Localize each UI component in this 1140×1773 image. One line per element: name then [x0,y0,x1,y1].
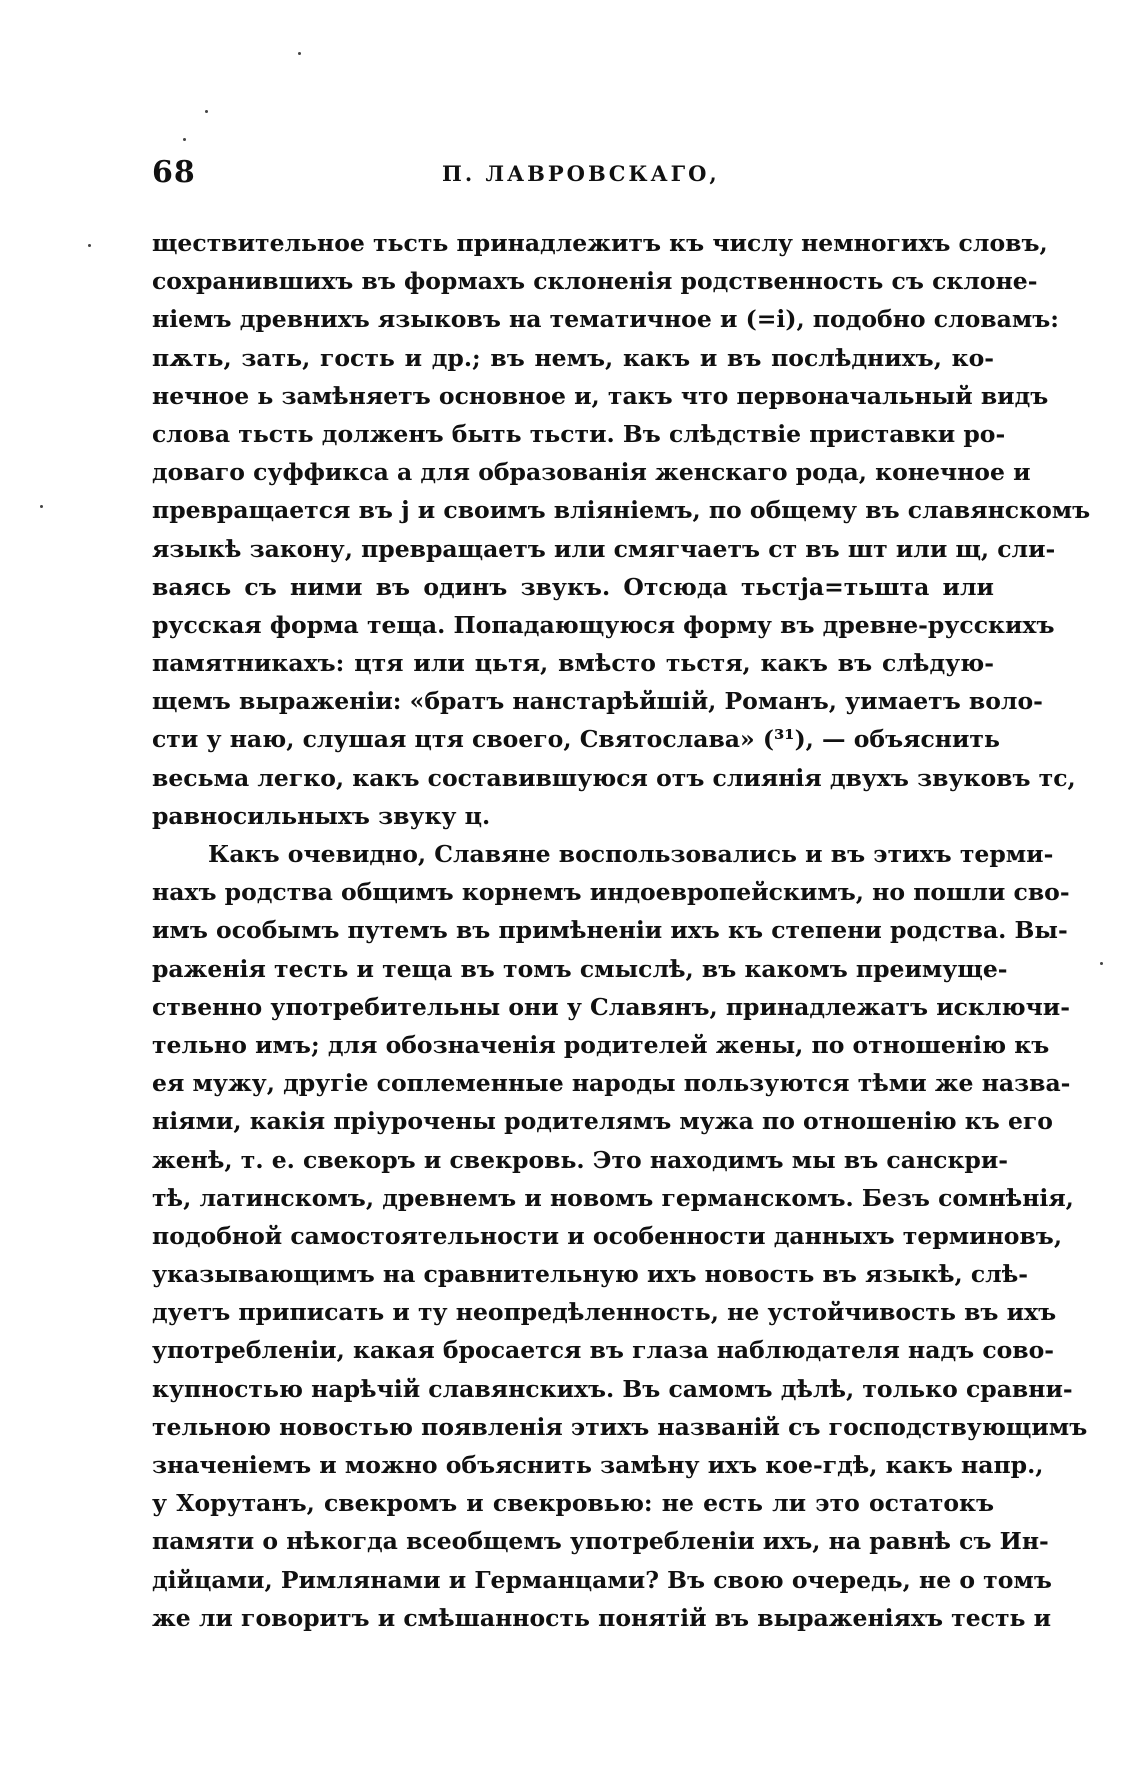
text-line: доваго суффикса а для образованія женскаго рода, конечное и [152,458,1031,487]
text-line: ея мужу, другіе соплеменные народы пользуются тѣми же назва- [152,1069,1071,1098]
text-line: имъ особымъ путемъ въ примѣненіи ихъ къ степени родства. Вы- [152,916,1068,945]
text-line: слова тьсть долженъ быть тьсти. Въ слѣдствіе приставки ро- [152,419,1006,448]
text-line: нечное ь замѣняетъ основное и, такъ что первоначальный видъ [152,381,1049,410]
text-line: превращается въ j и своимъ вліяніемъ, по общему въ славянскомъ [152,496,1091,525]
text-line: Какъ очевидно, Славяне воспользовались и въ этихъ терми- [208,840,1054,868]
text-line: ніемъ древнихъ языковъ на тематичное и (=i), подобно словамъ: [152,305,1059,334]
text-line: сохранившихъ въ формахъ склоненія родственность съ склоне- [152,267,1038,296]
page-number: 68 [152,155,196,190]
text-line: же ли говоритъ и смѣшанность понятій въ выраженіяхъ тесть и [152,1603,1052,1632]
text-line: купностью нарѣчій славянскихъ. Въ самомъ дѣлѣ, только сравни- [152,1374,1073,1403]
text-line: ваясь съ ними въ одинъ звукъ. Отсюда тьстја=тьшта или [152,572,994,601]
speck [205,110,208,113]
text-line: указывающимъ на сравнительную ихъ новость въ языкѣ, слѣ- [152,1260,1029,1289]
text-line: языкѣ закону, превращаетъ или смягчаетъ ст въ шт или щ, сли- [152,534,1056,563]
text-line: ственно употребительны они у Славянъ, принадлежатъ исключи- [152,992,1070,1021]
text-line: русская форма теща. Попадающуюся форму въ древне-русскихъ [152,610,1055,639]
page-header [152,155,992,195]
text-line: употребленіи, какая бросается въ глаза наблюдателя надъ сово- [152,1336,1055,1365]
text-line: нахъ родства общимъ корнемъ индоевропейскимъ, но пошли сво- [152,878,1070,907]
text-line: сти у наю, слушая цтя своего, Святослава» (³¹), — объяснить [152,725,1000,754]
text-line: пѫть, зать, гость и др.; въ немъ, какъ и въ послѣднихъ, ко- [152,343,994,372]
text-line: ніями, какія пріурочены родителямъ мужа по отношенію къ его [152,1107,1053,1136]
speck [183,138,186,141]
speck [88,244,91,247]
text-line: у Хорутанъ, свекромъ и свекровью: не есть ли это остатокъ [152,1489,994,1518]
text-line: значеніемъ и можно объяснить замѣну ихъ кое-гдѣ, какъ напр., [152,1451,1044,1479]
text-line: дуетъ приписать и ту неопредѣленность, не устойчивость въ ихъ [152,1298,1057,1327]
speck [1100,962,1103,965]
text-line: раженія тесть и теща въ томъ смыслѣ, въ какомъ преимуще- [152,954,1008,983]
text-line: дійцами, Римлянами и Германцами? Въ свою очередь, не о томъ [152,1565,1052,1594]
text-line: памятникахъ: цтя или цьтя, вмѣсто тьстя, какъ въ слѣдую- [152,649,994,678]
text-line: весьма легко, какъ составившуюся отъ слиянія двухъ звуковъ тс, [152,763,1076,792]
running-head: П. ЛАВРОВСКАГО, [442,161,720,186]
text-line: подобной самостоятельности и особенности данныхъ терминовъ, [152,1221,1063,1250]
text-line: равносильныхъ звуку ц. [152,801,491,830]
text-line: щемъ выраженіи: «братъ нанстарѣйшій, Романъ, уимаетъ воло- [152,687,1043,716]
body-text [152,224,1091,1637]
text-line: женѣ, т. е. свекоръ и свекровь. Это находимъ мы въ санскри- [152,1145,1009,1174]
text-line: ществительное тьсть принадлежитъ къ числу немногихъ словъ, [152,229,1048,257]
text-line: тѣ, латинскомъ, древнемъ и новомъ германскомъ. Безъ сомнѣнія, [152,1183,1074,1212]
speck [40,505,43,508]
text-line: памяти о нѣкогда всеобщемъ употребленіи ихъ, на равнѣ съ Ин- [152,1527,1049,1556]
text-line: тельно имъ; для обозначенія родителей жены, по отношенію къ [152,1030,1050,1059]
speck [298,52,301,55]
text-line: тельною новостью появленія этихъ названій съ господствующимъ [152,1412,1088,1441]
